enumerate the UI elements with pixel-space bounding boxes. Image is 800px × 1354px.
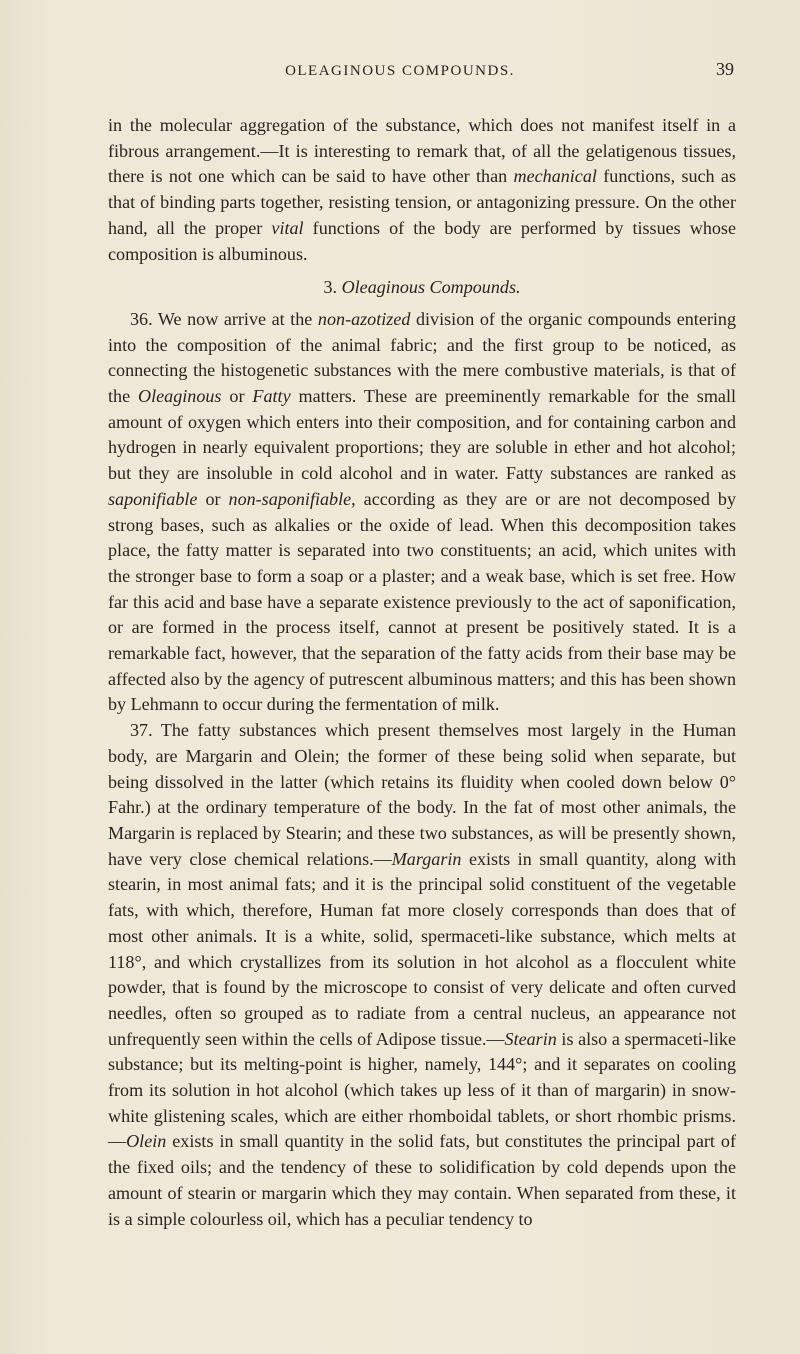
body-text bbox=[108, 113, 736, 1232]
text-run: is also a spermaceti-like substance; but its melting-point is higher, namely, 144°; and it separates on cooling from its solution in hot alcohol (which takes up less of it than of margarin) in snow-white glistening scales, which are either rhomboidal tablets, or short rhombic prisms.— bbox=[108, 1028, 736, 1152]
text-run: 37. The fatty substances which present themselves most largely in the Human body, are Margarin and Olein; the former of these being solid when separate, but being dissolved in the latter (which retains its fluidity when cooled down below 0° Fahr.) at the ordinary temperature of the body. In the fat of most other animals, the Margarin is replaced by Stearin; and these two substances, as will be presently shown, have very close chemical relations.— bbox=[108, 720, 736, 869]
text-run: in the molecular aggregation of the substance, which does not manifest itself in a fibrous arrangement.—It is interesting to remark that, of all the gelatigenous tissues, there is not one which can be said to have other than bbox=[108, 115, 736, 187]
text-run: or bbox=[197, 488, 229, 509]
italic-term: Fatty bbox=[252, 386, 291, 407]
italic-term: saponifiable bbox=[108, 488, 198, 509]
italic-term: Oleaginous bbox=[138, 386, 222, 407]
page-number: 39 bbox=[716, 59, 734, 79]
paragraph-continued bbox=[108, 113, 736, 267]
italic-term: non-azotized bbox=[317, 308, 411, 329]
italic-term: vital bbox=[271, 217, 304, 238]
text-run: 36. We now arrive at the bbox=[130, 308, 318, 329]
text-run: functions of the body are performed by tissues whose composition is albuminous. bbox=[108, 217, 737, 264]
running-title: OLEAGINOUS COMPOUNDS. bbox=[285, 63, 515, 79]
paragraph-37 bbox=[108, 718, 736, 1232]
text-run: or bbox=[221, 386, 253, 407]
text-run: , according as they are or are not decomposed by strong bases, such as alkalies or the oxide of lead. When this decomposition takes place, the fatty matter is separated into two constituents; an acid, which unites with the stronger base to form a soap or a plaster; and a weak base, which is set free. How far this acid and base have a separate existence previously to the act of saponification, or are formed in the process itself, cannot at present be positively stated. It is a remarkable fact, however, that the separation of the fatty acids from their base may be affected also by the agency of putrescent albuminous matters; and this has been shown by Lehmann to occur during the fermentation of milk. bbox=[108, 488, 736, 715]
text-run: division of the organic compounds entering into the composition of the animal fabric; and the first group to be noticed, as connecting the histogenetic substances with the mere combustive materials, is that of the bbox=[108, 308, 736, 407]
section-number: 3. bbox=[323, 277, 342, 298]
text-run: exists in small quantity in the solid fats, but constitutes the principal part of the fixed oils; and the tendency of these to solidification by cold depends upon the amount of stearin or margarin which they may contain. When separated from these, it is a simple colourless oil, which has a peculiar tendency to bbox=[108, 1131, 736, 1229]
text-run: exists in small quantity, along with stearin, in most animal fats; and it is the principal solid constituent of the vegetable fats, with which, therefore, Human fat more closely corresponds than does that of most other animals. It is a white, solid, spermaceti-like substance, which melts at 118°, and which crystallizes from its solution in hot alcohol as a flocculent white powder, that is found by the microscope to consist of very delicate and often curved needles, often so grouped as to radiate from a central nucleus, an appearance not unfrequently seen within the cells of Adipose tissue.— bbox=[108, 848, 736, 1049]
section-heading bbox=[108, 275, 736, 301]
text-run: functions, such as that of binding parts together, resisting tension, or antagonizing pressure. On the other hand, all the proper bbox=[108, 166, 737, 238]
text-run: matters. These are preeminently remarkable for the small amount of oxygen which enters into their composition, and for containing carbon and hydrogen in nearly equivalent proportions; they are soluble in ether and hot alcohol; but they are insoluble in cold alcohol and in water. Fatty substances are ranked as bbox=[108, 386, 736, 484]
italic-term: mechanical bbox=[513, 166, 597, 187]
italic-term: Olein bbox=[126, 1131, 167, 1152]
italic-term: Margarin bbox=[391, 848, 462, 869]
paragraph-36 bbox=[108, 307, 736, 718]
section-title: Oleaginous Compounds. bbox=[341, 277, 521, 298]
running-head bbox=[0, 59, 800, 87]
italic-term: Stearin bbox=[504, 1028, 557, 1049]
italic-term: non-saponifiable bbox=[228, 488, 352, 509]
